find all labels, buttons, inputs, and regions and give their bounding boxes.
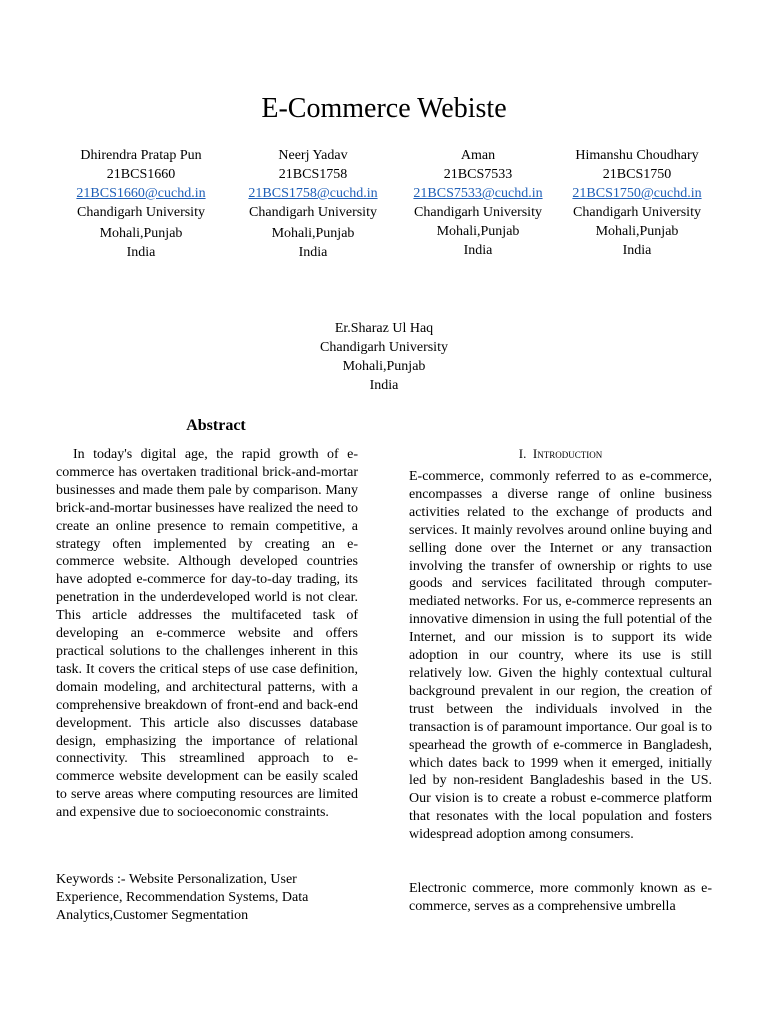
supervisor-affiliation: Chandigarh University: [320, 340, 448, 355]
author-location: Mohali,Punjab: [271, 226, 355, 241]
author-location: Mohali,Punjab: [99, 226, 183, 241]
author-affiliation: Chandigarh University: [573, 205, 701, 220]
introduction-paragraph: Electronic commerce, more commonly known as e-commerce, serves as a comprehensive umbrella: [409, 881, 712, 914]
author-email-link[interactable]: 21BCS1750@cuchd.in: [572, 186, 702, 201]
author-block: [51, 146, 231, 262]
supervisor-block: [284, 319, 484, 395]
keywords: Keywords :- Website Personalization, User Experience, Recommendation Systems, Data Analytics,Customer Segmentation: [56, 872, 309, 923]
abstract-body: In today's digital age, the rapid growth of e-commerce has overtaken traditional brick-and-mortar businesses and made them pale by comparison. Many brick-and-mortar businesses have realized the need to create an online presence to remain competitive, a strategy often implemented by creating an e-commerce website. Although developed countries have adopted e-commerce for day-to-day trading, its penetration in the underdeveloped world is not clear. This article addresses the multifaceted task of developing an e-commerce website and offers practical solutions to the challenges inherent in this task. It covers the critical steps of use case definition, domain modeling, and architectural patterns, with a comprehensive breakdown of front-end and back-end development. This article also discusses database design, emphasizing the importance of relational connectivity. This streamlined approach to e-commerce website development can be easily scaled to serve areas where computing resources are limited and expensive due to socioeconomic constraints.: [56, 447, 358, 821]
introduction-heading: I. Introduction: [518, 446, 603, 461]
supervisor-country: India: [369, 378, 399, 393]
author-name: Dhirendra Pratap Pun: [80, 148, 202, 163]
author-location: Mohali,Punjab: [595, 224, 679, 239]
author-affiliation: Chandigarh University: [249, 205, 377, 220]
supervisor-name: Er.Sharaz Ul Haq: [334, 321, 434, 336]
supervisor-location: Mohali,Punjab: [342, 359, 426, 374]
author-id: 21BCS7533: [443, 167, 513, 182]
author-country: India: [463, 243, 493, 258]
abstract-heading: Abstract: [186, 417, 246, 434]
author-location: Mohali,Punjab: [436, 224, 520, 239]
author-id: 21BCS1758: [278, 167, 348, 182]
author-block: [547, 146, 727, 260]
author-email-link[interactable]: 21BCS1660@cuchd.in: [76, 186, 206, 201]
author-email-link[interactable]: 21BCS7533@cuchd.in: [413, 186, 543, 201]
author-block: [223, 146, 403, 262]
paper-title: E-Commerce Webiste: [261, 93, 507, 124]
author-email-link[interactable]: 21BCS1758@cuchd.in: [248, 186, 378, 201]
introduction-paragraph: E-commerce, commonly referred to as e-commerce, encompasses a diverse range of online business activities related to the exchange of products and services. It mainly revolves around online buying and selling done over the Internet or any transaction involving the transfer of ownership or rights to use goods and services facilitated through computer-mediated networks. For us, e-commerce represents an innovative dimension in using the full potential of the Internet, and our mission is to support its wide adoption in our country, where its use is still relatively low. Given the highly contextual cultural background prevalent in our region, the creation of trust between the individuals involved in the transaction is of paramount importance. Our goal is to spearhead the growth of e-commerce in Bangladesh, which dates back to 1999 when it emerged, initially led by non-resident Bangladeshis based in the US. Our vision is to create a robust e-commerce platform that resonates with the local population and fosters widespread adoption among consumers.: [409, 469, 712, 843]
author-name: Aman: [460, 148, 496, 163]
author-id: 21BCS1660: [106, 167, 176, 182]
author-block: [388, 146, 568, 260]
author-affiliation: Chandigarh University: [414, 205, 542, 220]
author-id: 21BCS1750: [602, 167, 672, 182]
author-name: Neerj Yadav: [278, 148, 348, 163]
author-affiliation: Chandigarh University: [77, 205, 205, 220]
author-country: India: [622, 243, 652, 258]
author-country: India: [298, 245, 328, 260]
author-name: Himanshu Choudhary: [575, 148, 699, 163]
author-country: India: [126, 245, 156, 260]
